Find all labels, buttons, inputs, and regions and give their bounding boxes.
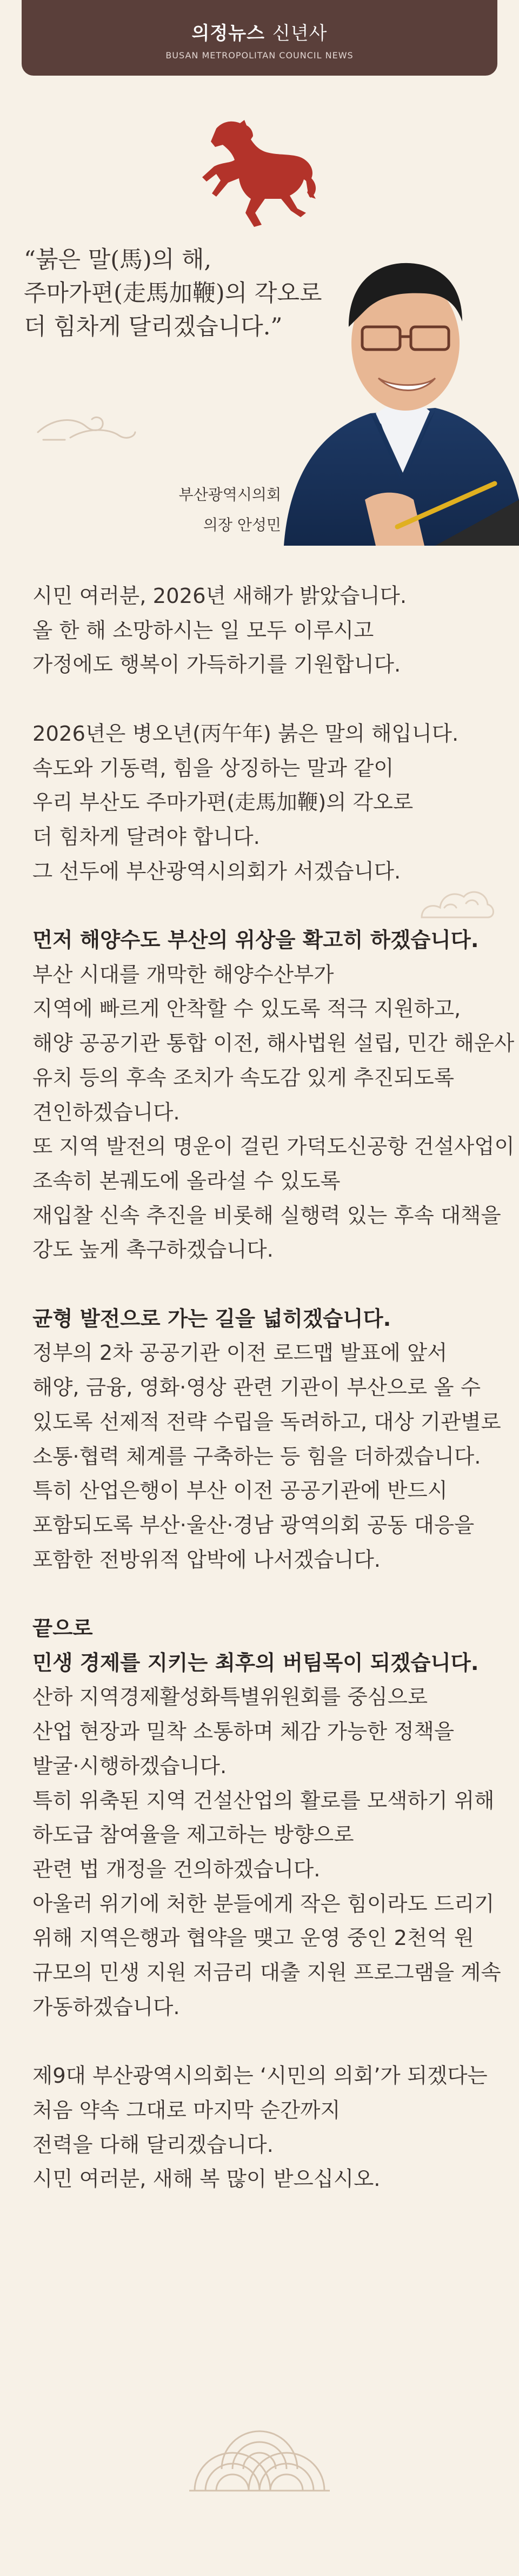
body-line: 특히 위축된 지역 건설산업의 활로를 모색하기 위해	[32, 1788, 495, 1813]
heading-line: 끝으로	[32, 1616, 93, 1641]
heading-line: 균형 발전으로 가는 길을 넓히겠습니다.	[32, 1306, 391, 1331]
body-line: 소통·협력 체계를 구축하는 등 힘을 더하겠습니다.	[32, 1444, 481, 1469]
body-line: 특히 산업은행이 부산 이전 공공기관에 반드시	[32, 1479, 448, 1504]
spacer	[32, 2024, 487, 2059]
body-line: 발굴·시행하겠습니다.	[32, 1754, 227, 1779]
body-line: 처음 약속 그대로 마지막 순간까지	[32, 2098, 341, 2123]
paragraph	[32, 579, 487, 682]
body-line: 지역에 빠르게 안착할 수 있도록 적극 지원하고,	[32, 997, 461, 1022]
body-line: 시민 여러분, 2026년 새해가 밝았습니다.	[32, 584, 407, 608]
body-line: 규모의 민생 지원 저금리 대출 지원 프로그램을 계속	[32, 1961, 501, 1985]
body-line: 조속히 본궤도에 올라설 수 있도록	[32, 1169, 341, 1193]
body-line: 재입찰 신속 추진을 비롯해 실행력 있는 후속 대책을	[32, 1203, 501, 1228]
header-banner	[22, 0, 497, 76]
cloud-ornament-icon	[416, 874, 497, 928]
header-title-type: 신년사	[272, 23, 328, 44]
paragraph	[32, 2059, 487, 2197]
body-line: 포함되도록 부산·울산·경남 광역의회 공동 대응을	[32, 1513, 475, 1538]
spacer	[32, 682, 487, 717]
body-line: 하도급 참여율을 제고하는 방향으로	[32, 1823, 354, 1848]
body-line: 제9대 부산광역시의회는 ‘시민의 의회’가 되겠다는	[32, 2064, 488, 2089]
heading-line: 민생 경제를 지키는 최후의 버팀목이 되겠습니다.	[32, 1651, 479, 1675]
body-line: 산업 현장과 밀착 소통하며 체감 가능한 정책을	[32, 1720, 455, 1745]
body-line: 해양, 금융, 영화·영상 관련 기관이 부산으로 올 수	[32, 1376, 481, 1400]
body-line: 2026년은 병오년(丙午年) 붉은 말의 해입니다.	[32, 721, 459, 746]
signature-name: 의장 안성민	[203, 516, 281, 534]
speech-body	[32, 579, 515, 2197]
signature-block	[179, 480, 281, 540]
signature-org: 부산광역시의회	[178, 486, 281, 504]
body-line: 아울러 위기에 처한 분들에게 작은 힘이라도 드리기	[32, 1891, 495, 1916]
paragraph	[32, 1336, 501, 1577]
body-line: 가동하겠습니다.	[32, 1995, 180, 2020]
body-line: 더 힘차게 달려야 합니다.	[32, 824, 260, 849]
body-line: 우리 부산도 주마가편(走馬加鞭)의 각오로	[32, 790, 414, 815]
body-line: 견인하겠습니다.	[32, 1100, 180, 1125]
red-horse-icon	[195, 118, 318, 231]
section-heading	[32, 1612, 487, 1680]
heading-line: 먼저 해양수도 부산의 위상을 확고히 하겠습니다.	[32, 928, 479, 952]
body-line: 시민 여러분, 새해 복 많이 받으십시오.	[32, 2167, 381, 2192]
paragraph	[32, 1680, 501, 2024]
spacer	[32, 1577, 487, 1612]
body-line: 부산 시대를 개막한 해양수산부가	[32, 962, 334, 987]
header-title-news: 의정뉴스	[191, 23, 265, 44]
section-heading	[32, 1302, 487, 1337]
body-line: 그 선두에 부산광역시의회가 서겠습니다.	[32, 859, 401, 884]
body-line: 또 지역 발전의 명운이 걸린 가덕도신공항 건설사업이	[32, 1135, 515, 1159]
section-heading	[32, 923, 487, 958]
spacer	[32, 1267, 487, 1302]
body-line: 전력을 다해 달리겠습니다.	[32, 2132, 274, 2157]
body-line: 정부의 2차 공공기관 이전 로드맵 발표에 앞서	[32, 1341, 448, 1366]
body-line: 관련 법 개정을 건의하겠습니다.	[32, 1857, 321, 1882]
paragraph	[32, 717, 487, 889]
cloud-swirl-icon	[32, 406, 141, 444]
body-line: 올 한 해 소망하시는 일 모두 이루시고	[32, 618, 374, 643]
body-line: 위해 지역은행과 협약을 맺고 운영 중인 2천억 원	[32, 1926, 474, 1951]
body-line: 산하 지역경제활성화특별위원회를 중심으로	[32, 1685, 428, 1710]
paragraph	[32, 958, 515, 1267]
body-line: 유치 등의 후속 조치가 속도감 있게 추진되도록	[32, 1065, 455, 1090]
header-title	[22, 18, 497, 45]
fan-ornament-icon	[184, 2426, 335, 2507]
body-line: 가정에도 행복이 가득하기를 기원합니다.	[32, 653, 401, 677]
body-line: 포함한 전방위적 압박에 나서겠습니다.	[32, 1547, 381, 1572]
body-line: 해양 공공기관 통합 이전, 해사법원 설립, 민간 해운사	[32, 1031, 515, 1056]
header-subtitle: BUSAN METROPOLITAN COUNCIL NEWS	[165, 50, 354, 61]
chairman-portrait-photo	[273, 246, 519, 546]
headline-quote: “붉은 말(馬)의 해, 주마가편(走馬加鞭)의 각오로 더 힘차게 달리겠습니다.”	[24, 246, 322, 340]
body-line: 속도와 기동력, 힘을 상징하는 말과 같이	[32, 756, 394, 781]
body-line: 강도 높게 촉구하겠습니다.	[32, 1238, 274, 1263]
body-line: 있도록 선제적 전략 수립을 독려하고, 대상 기관별로	[32, 1410, 501, 1434]
